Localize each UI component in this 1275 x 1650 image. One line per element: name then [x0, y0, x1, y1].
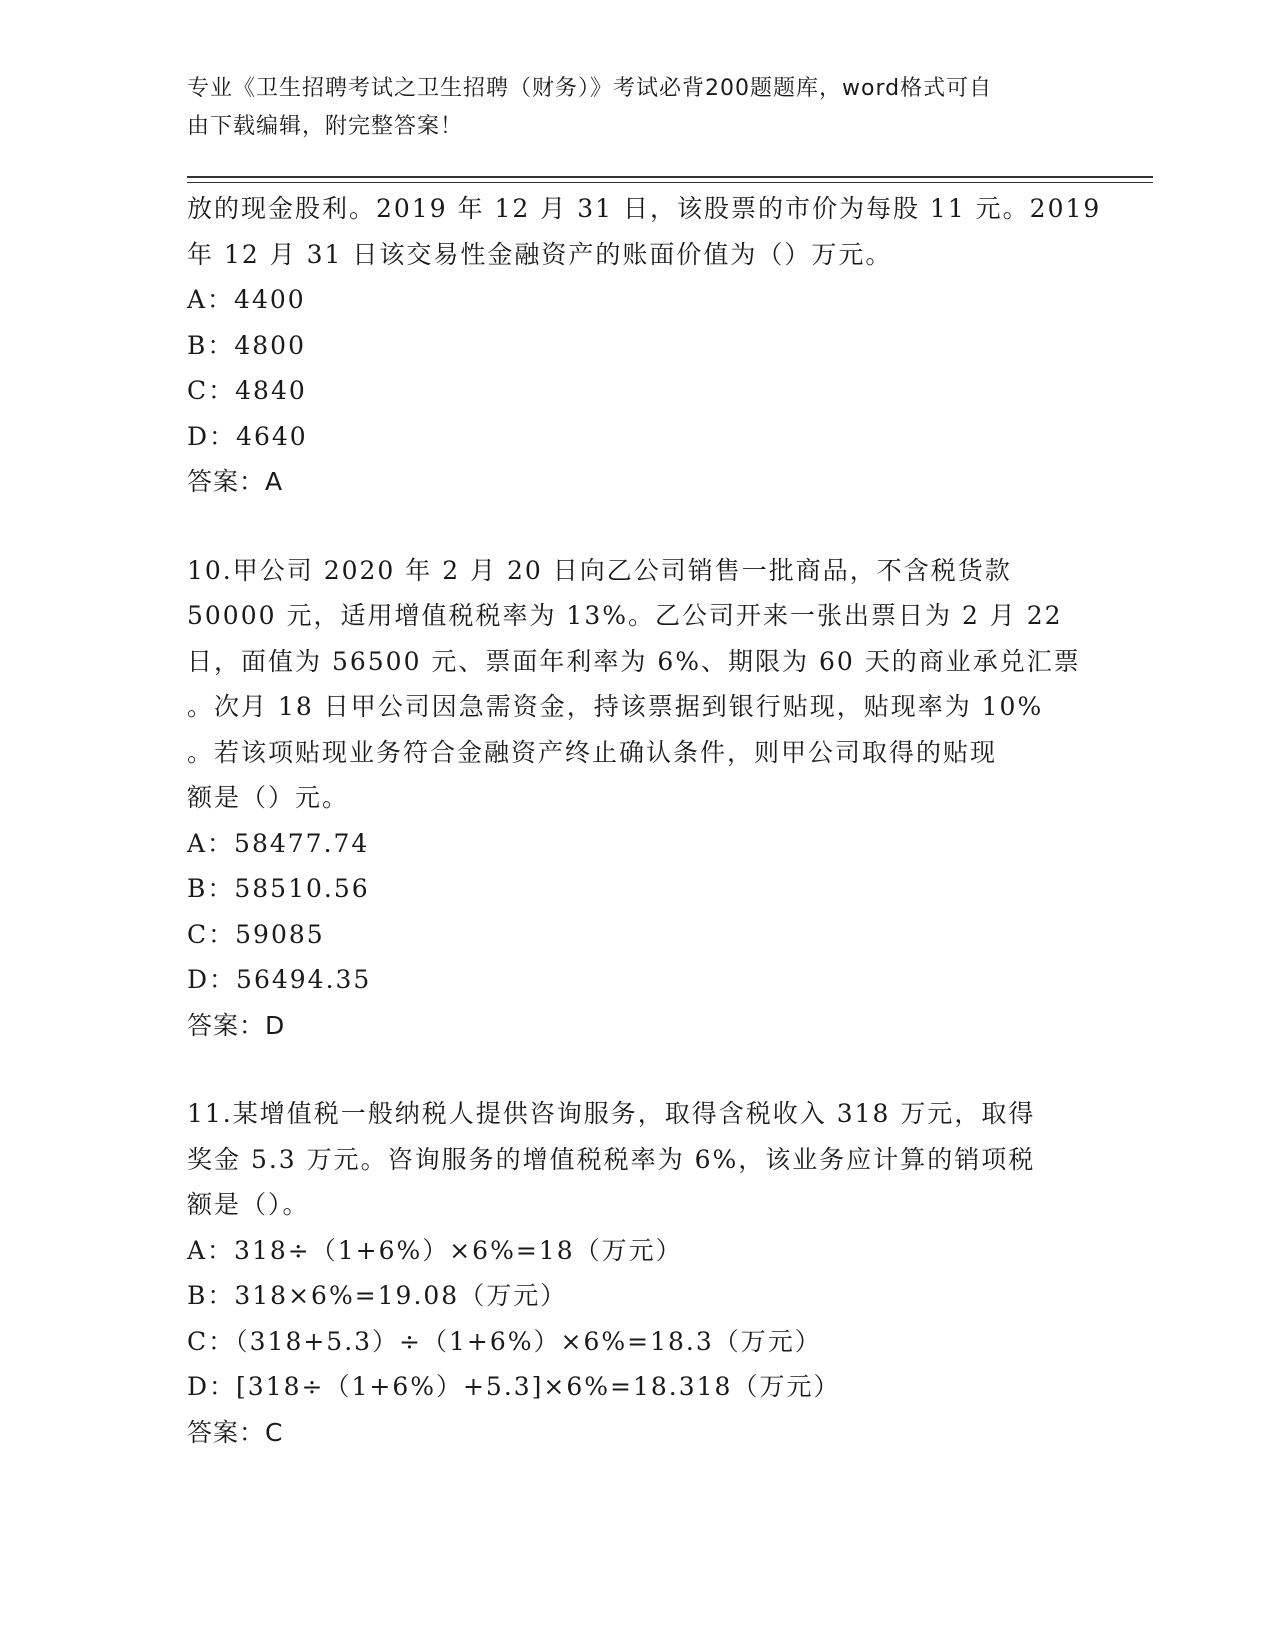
- question-9-text-line-2: 年 12 月 31 日该交易性金融资产的账面价值为（）万元。: [187, 239, 893, 269]
- header-divider-thick: [187, 176, 1153, 178]
- question-10-text-line-3: 日，面值为 56500 元、票面年利率为 6%、期限为 60 天的商业承兑汇票: [187, 646, 1081, 676]
- question-11-text-line-1: 11.某增值税一般纳税人提供咨询服务，取得含税收入 318 万元，取得: [187, 1099, 1036, 1128]
- question-10-option-b: B：58510.56: [187, 874, 370, 903]
- document-header: [187, 70, 1087, 146]
- header-line-1: 专业《卫生招聘考试之卫生招聘（财务）》考试必背200题题库，word格式可自: [187, 76, 993, 101]
- question-10-text-line-1: 10.甲公司 2020 年 2 月 20 日向乙公司销售一批商品，不含税货款: [187, 555, 1012, 585]
- question-11-option-d: D：[318÷（1+6%）+5.3]×6%=18.318（万元）: [187, 1372, 841, 1401]
- question-10-text-line-4: 。次月 18 日甲公司因急需资金，持该票据到银行贴现，贴现率为 10%: [187, 692, 1044, 721]
- document-body: [187, 186, 1102, 1455]
- header-line-2: 由下载编辑，附完整答案！: [187, 114, 464, 139]
- spacer: [187, 505, 1087, 548]
- question-9-option-b: B：4800: [187, 330, 306, 360]
- question-9-answer: 答案：A: [187, 467, 284, 496]
- question-10-option-c: C：59085: [187, 919, 325, 949]
- question-9-option-c: C：4840: [187, 376, 307, 405]
- question-11-option-a: A：318÷（1+6%）×6%=18（万元）: [187, 1235, 683, 1265]
- header-divider-thin: [187, 182, 1153, 183]
- question-10-text-line-5: 。若该项贴现业务符合金融资产终止确认条件，则甲公司取得的贴现: [187, 737, 998, 767]
- question-10-option-a: A：58477.74: [187, 828, 370, 858]
- question-10-text-line-6: 额是（）元。: [187, 783, 350, 812]
- question-10-option-d: D：56494.35: [187, 965, 372, 994]
- question-11-text-line-3: 额是（）。: [187, 1190, 310, 1219]
- question-10-text-line-2: 50000 元，适用增值税税率为 13%。乙公司开来一张出票日为 2 月 22: [187, 601, 1063, 630]
- question-11-answer: 答案：C: [187, 1417, 284, 1447]
- question-10: [187, 548, 1087, 1049]
- question-9-option-a: A：4400: [187, 285, 306, 314]
- question-11-text-line-2: 奖金 5.3 万元。咨询服务的增值税税率为 6%，该业务应计算的销项税: [187, 1144, 1036, 1174]
- question-9-text-line-1: 放的现金股利。2019 年 12 月 31 日，该股票的市价为每股 11 元。2019: [187, 194, 1102, 223]
- question-11-option-c: C：（318+5.3）÷（1+6%）×6%=18.3（万元）: [187, 1326, 822, 1356]
- question-9-option-d: D：4640: [187, 421, 308, 451]
- question-11-option-b: B：318×6%=19.08（万元）: [187, 1281, 568, 1310]
- spacer: [187, 1048, 1087, 1091]
- question-9: [187, 186, 1102, 505]
- question-11: [187, 1091, 1087, 1455]
- question-10-answer: 答案：D: [187, 1010, 286, 1040]
